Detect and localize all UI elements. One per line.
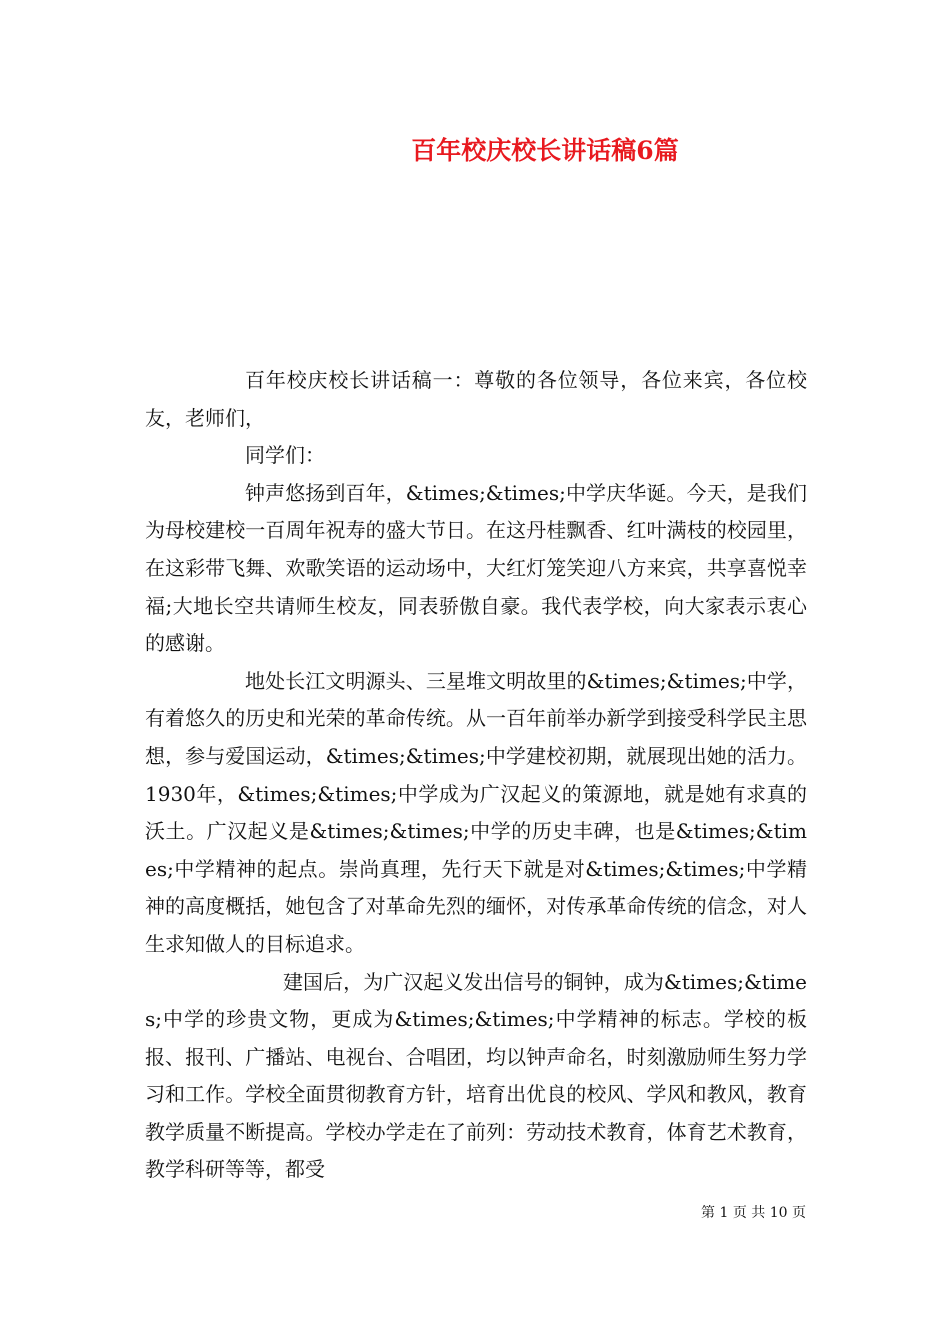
page-title: 百年校庆校长讲话稿6篇 xyxy=(411,136,679,165)
document-body xyxy=(145,362,807,1189)
page-number-footer: 第 1 页 共 10 页 xyxy=(701,1205,806,1221)
paragraph-opening: 钟声悠扬到百年，&times;&times;中学庆华诞。今天，是我们为母校建校一百周年祝寿的盛大节日。在这丹桂飘香、红叶满枝的校园里，在这彩带飞舞、欢歌笑语的运动场中，大红灯笼笑迎八方来宾，共享喜悦幸福;大地长空共请师生校友，同表骄傲自豪。我代表学校，向大家表示衷心的感谢。 xyxy=(145,480,807,656)
paragraph-after-founding: 建国后，为广汉起义发出信号的铜钟，成为&times;&times;中学的珍贵文物，更成为&times;&times;中学精神的标志。学校的板报、报刊、广播站、电视台、合唱团，均以钟声命名，时刻激励师生努力学习和工作。学校全面贯彻教育方针，培育出优良的校风、学风和教风，教育教学质量不断提高。学校办学走在了前列：劳动技术教育，体育艺术教育，教学科研等等，都受 xyxy=(145,969,807,1182)
paragraph-greeting: 百年校庆校长讲话稿一：尊敬的各位领导，各位来宾，各位校友，老师们， xyxy=(145,368,807,430)
paragraph-history: 地处长江文明源头、三星堆文明故里的&times;&times;中学，有着悠久的历史和光荣的革命传统。从一百年前举办新学到接受科学民主思想，参与爱国运动，&times;&times;中学建校初期，就展现出她的活力。1930年，&times;&times;中学成为广汉起义的策源地，就是她有求真的沃土。广汉起义是&times;&times;中学的历史丰碑，也是&times;&times;中学精神的起点。崇尚真理，先行天下就是对&times;&times;中学精神的高度概括，她包含了对革命先烈的缅怀，对传承革命传统的信念，对人生求知做人的目标追求。 xyxy=(145,668,807,956)
paragraph-salutation: 同学们： xyxy=(245,443,325,468)
